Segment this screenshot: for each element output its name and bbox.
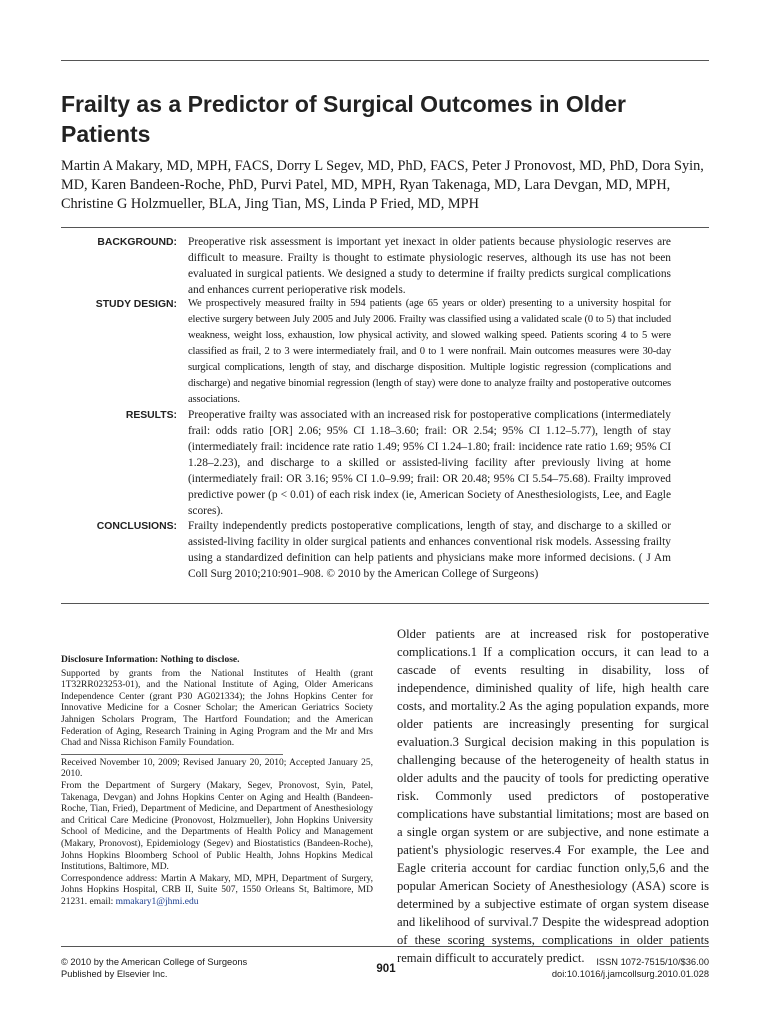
abstract-top-rule bbox=[61, 227, 709, 228]
footer-doi: doi:10.1016/j.jamcollsurg.2010.01.028 bbox=[551, 969, 709, 979]
top-rule bbox=[61, 60, 709, 61]
page-number: 901 bbox=[376, 963, 396, 975]
footer-issn: ISSN 1072-7515/10/$36.00 bbox=[596, 957, 709, 967]
correspondence-address: Correspondence address: Martin A Makary, MD, MPH, Department of Surgery, Johns Hopkins Hospital, CRB II, Suite 507, 1550 Orleans St, Baltimore, MD 21231. email: bbox=[61, 873, 373, 907]
funding-statement: Supported by grants from the National Institutes of Health (grant 1T32RR023253-01), and the National Institute of Aging, Older Americans Independence Center (grant P30 AG021334); the Johns Hopkins Center for Innovative Medicine for a Cosner Scholar; the American Geriatrics Society Jahnigen Scholars Program, The Hartford Foundation; and the American Federation of Aging, Research Training in Aging Program and the Mr and Mrs Chad and Nissa Richison Family Foundation. bbox=[61, 668, 373, 749]
footer-rule bbox=[61, 946, 709, 947]
abstract-label: CONCLUSIONS: bbox=[96, 521, 177, 532]
received-dates: Received November 10, 2009; Revised January 20, 2010; Accepted January 25, 2010. bbox=[61, 757, 373, 780]
abstract-text: Preoperative frailty was associated with an increased risk for postoperative complications (intermediately frail: odds ratio [OR] 2.06; 95% CI 1.18–3.60; frail: OR 2.54; 95% CI 1.12–5.77), length of stay (intermediately frail: incidence rate ratio 1.49; 95% CI 1.24–1.80; frail: incidence rate ratio 1.69; 95% CI 1.28–2.23), and discharge to a skilled or assisted-living facility after previously living at home (intermediately frail: OR 3.16; 95% CI 1.0–9.99; frail: OR 20.48; 95% CI 5.54–75.68). Frailty improved predictive power (p < 0.01) of each risk index (ie, American Society of Anesthesiologists, Lee, and Eagle scores). bbox=[188, 409, 671, 517]
footer-right bbox=[552, 956, 709, 980]
affiliations: From the Department of Surgery (Makary, Segev, Pronovost, Syin, Patel, Takenaga, Devgan) and Johns Hopkins Center on Aging and Health (Bandeen-Roche, Tian, Fried), Department of Medicine, and Department of Anesthesiology and Critical Care Medicine (Pronovost, Holzmueller), John Hopkins University School of Medicine, and the Departments of Health Policy and Management (Makary, Pronovost), Epidemiology (Segev) and Biostatistics (Bandeen-Roche), Johns Hopkins Bloomberg School of Public Health, Johns Hopkins Medical Institutions, Baltimore, MD. bbox=[61, 780, 373, 873]
correspondence bbox=[61, 874, 373, 909]
footer-copyright: © 2010 by the American College of Surgeons bbox=[61, 957, 248, 967]
abstract-text: Frailty independently predicts postoperative complications, length of stay, and discharge to a skilled or assisted-living facility in older surgical patients and enhances conventional risk models. Assessing frailty using a standardized definition can help patients and physicians make more informed decisions. ( J Am Coll Surg 2010;210:901–908. © 2010 by the American College of Surgeons) bbox=[188, 520, 671, 580]
footer-publisher: Published by Elsevier Inc. bbox=[61, 969, 168, 979]
author-list: Martin A Makary, MD, MPH, FACS, Dorry L Segev, MD, PhD, FACS, Peter J Pronovost, MD, PhD, Dora Syin, MD, Karen Bandeen-Roche, PhD, Purvi Patel, MD, MPH, Ryan Takenaga, MD, Lara Devgan, MD, MPH, Christine G Holzmueller, BLA, Jing Tian, MS, Linda P Fried, MD, MPH bbox=[61, 158, 704, 212]
correspondence-email[interactable]: mmakary1@jhmi.edu bbox=[115, 896, 199, 907]
footer-left bbox=[61, 956, 247, 980]
body-paragraph: Older patients are at increased risk for postoperative complications.1 If a complication occurs, it can lead to a cascade of events resulting in disability, loss of independence, diminished quality of life, high health care costs, and mortality.2 As the aging population expands, more older patients are increasingly presenting for surgical evaluation.3 Surgical decision making in this population is challenging because of the heterogeneity of health status in older adults and the paucity of tools for predicting operative risk. Commonly used predictors of postoperative complications have substantial limitations; most are based on a single organ system or are subjective, and none estimate a patient's physiologic reserves.4 For example, the Lee and Eagle criteria account for cardiac function only,5,6 and the popular American Society of Anesthesiology (ASA) score is determined by a subjective estimate of organ system disease and likelihood of survival.7 Despite the widespread adoption of these scoring systems, complications in older patients remain difficult to accurately predict. bbox=[397, 627, 709, 965]
article-notes bbox=[61, 655, 373, 908]
abstract-text: We prospectively measured frailty in 594 patients (age 65 years or older) presenting to a university hospital for elective surgery between July 2005 and July 2006. Frailty was classified using a validated scale (0 to 5) that included weakness, weight loss, exhaustion, low physical activity, and slowed walking speed. Patients scoring 4 to 5 were classified as frail, 2 to 3 were intermediately frail, and 0 to 1 were nonfrail. Main outcomes measures were 30-day surgical complications, length of stay, and discharge disposition. Multiple logistic regression (complications and discharge) and negative binomial regression (length of stay) were done to analyze frailty and postoperative outcomes associations. bbox=[188, 298, 671, 405]
notes-separator bbox=[61, 754, 283, 755]
abstract-label: BACKGROUND: bbox=[97, 237, 177, 248]
abstract-text: Preoperative risk assessment is important yet inexact in older patients because physiologic reserves are difficult to measure. Frailty is thought to estimate physiologic reserves, although its use has not been evaluated in surgical patients. We designed a study to determine if frailty predicts surgical complications and enhances current perioperative risk models. bbox=[188, 236, 671, 296]
abstract-label: STUDY DESIGN: bbox=[95, 299, 177, 310]
disclosure-heading: Disclosure Information: Nothing to disclose. bbox=[61, 655, 240, 665]
abstract-label: RESULTS: bbox=[125, 410, 177, 421]
abstract-bottom-rule bbox=[61, 603, 709, 604]
article-title: Frailty as a Predictor of Surgical Outcomes in Older Patients bbox=[61, 91, 626, 147]
